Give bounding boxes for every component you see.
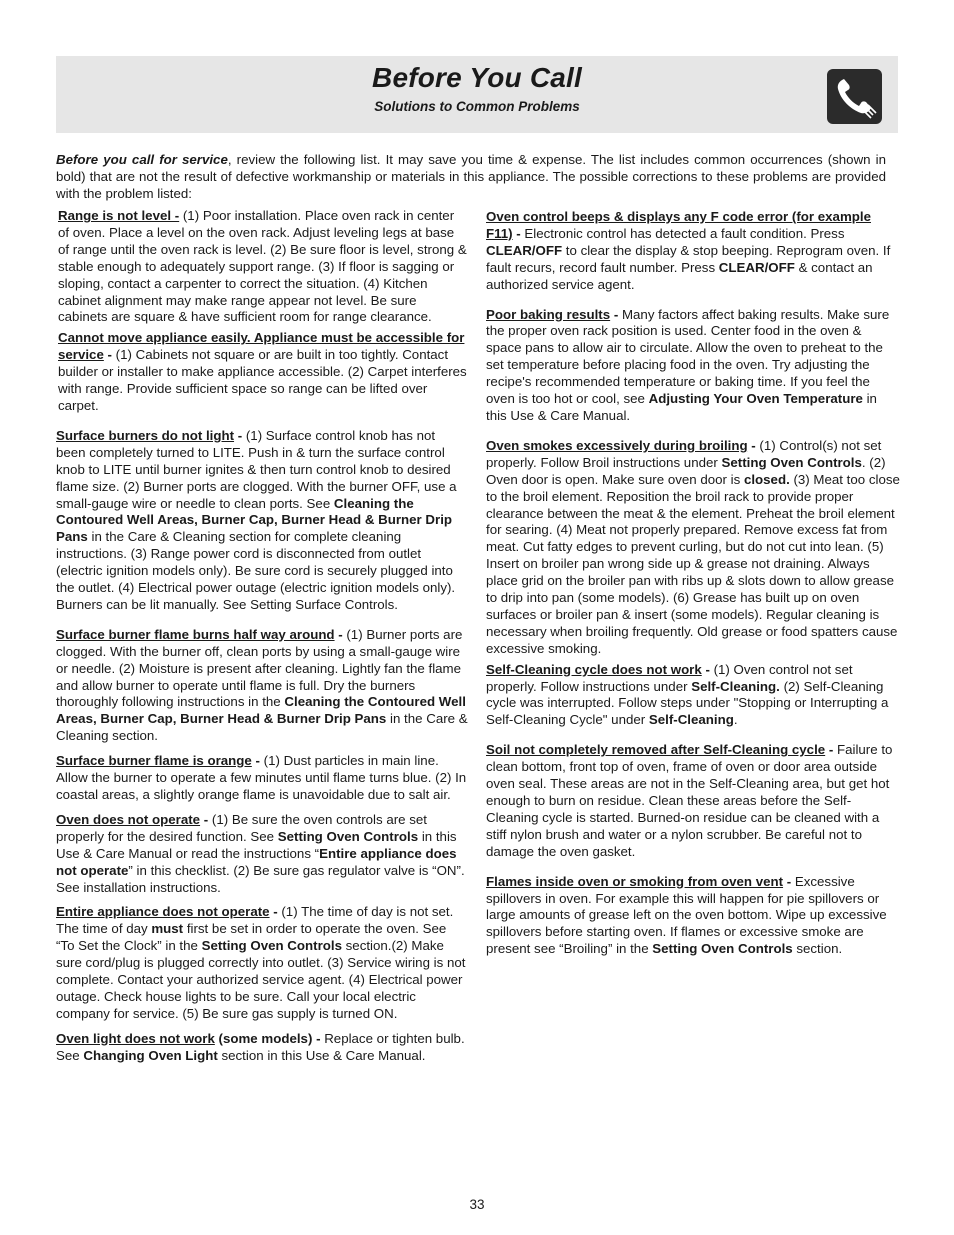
problem-dash: (some models) - <box>214 1030 321 1046</box>
problem-text: (1) Surface control knob has not been completely turned to LITE. Push in & turn the surface control knob to LITE until burner ignites & then turn control knob to desired flame size. (2) Burner ports are clogged. With the burner OFF, use a small-gauge wire or needle to clean ports. See <box>56 427 457 511</box>
problem-ref: Setting Oven Controls <box>201 938 342 954</box>
problem-ref: closed. <box>743 471 790 487</box>
problem-ref: Entire appliance does not operate <box>56 845 457 878</box>
phone-icon <box>827 69 882 124</box>
problem-ref: Self-Cleaning <box>648 712 734 728</box>
problem-text: section.(2) Make sure cord/plug is plugged correctly into outlet. (3) Service wiring is not complete. Contact your authorized service agent. (4) Electrical power outage. Check house lights to be sure. Call your local electric company for service. (5) Be sure gas supply is turned ON. <box>56 938 466 1021</box>
problem-text: (1) Poor installation. Place oven rack in center of oven. Place a level on the oven rack. Adjust leveling legs at base of range until the oven rack is level. (2) Be sure floor is level, strong & stable enough to adequately support range. (3) If floor is sagging or sloping, contact a carpenter to correct the situation. (4) Kitchen cabinet alignment may make range appear not level. Be sure cabinets are square & have sufficient room for range clearance. <box>58 208 467 325</box>
problem-ref: Cleaning the Contoured Well Areas, Burner Cap, Burner Head & Burner Drip Pans <box>56 694 466 727</box>
problem-text: (3) Meat too close to the broil element. Reposition the broil rack to provide proper clearance between the meat & the element. Preheat the broil element for searing. (4) Meat not properly prepared. Remove excess fat from meat. Cut fatty edges to prevent curling, but do not cut into lean. (5) Insert on broiler pan wrong side up & grease not draining. Always place grid on the broiler pan with ribs up & slots down to allow grease to drip into pan (some models). (6) Grease has built up on oven surfaces or broiler pan & insert (some models). Regular cleaning is necessary when broiling frequently. Old grease or food spatters cause excessive smoking. <box>486 471 900 656</box>
problem-text: (1) Burner ports are clogged. With the burner off, clean ports by using a small-gauge wire or needle. (2) Moisture is present after cleaning. Lightly fan the flame and allow burner to operate until flame is full. Dry the burners thoroughly following instructions in the <box>56 626 463 710</box>
problem-dash: - <box>783 873 792 889</box>
problem-ref: Setting Oven Controls <box>721 454 862 470</box>
problem-title: Oven light does not work <box>56 1030 215 1046</box>
problem-text: (1) Control(s) not set properly. Follow Broil instructions under <box>486 437 882 470</box>
problem-text: section in this Use & Care Manual. <box>217 1047 426 1063</box>
problem-title: Soil not completely removed after Self-Cleaning cycle <box>486 742 826 758</box>
problem-dash: - <box>701 661 710 677</box>
problem-cannot-move-appliance <box>56 330 468 415</box>
problem-text: Excessive spillovers in oven. For example this will happen for pie spillovers or large amounts of grease left on the oven bottom. Wipe up excessive spillovers before starting oven. If flames or excessive smoke are present see “Broiling” in the <box>486 873 887 957</box>
problem-text: Replace or tighten bulb. See <box>56 1030 465 1063</box>
problem-text: (1) The time of day is not set. The time of day <box>56 904 454 937</box>
problem-soil-not-removed <box>486 742 900 860</box>
problem-text: (1) Oven control not set properly. Follow instructions under <box>486 661 853 694</box>
problem-title: Range is not level - <box>58 208 180 223</box>
problem-flame-half-way <box>56 627 468 745</box>
problem-title: Poor baking results <box>486 306 611 322</box>
problem-ref: Self-Cleaning. <box>691 678 780 694</box>
problem-text: Many factors affect baking results. Make sure the proper oven rack position is used. Center food in the oven & space pans to allow air to circulate. Allow the oven to preheat to the set temperature before placing food in the oven. Try adjusting the recipe's recommended temperature or baking time. If you feel the oven is too hot or cool, see <box>486 306 890 407</box>
problem-dash: - <box>747 437 756 453</box>
problem-poor-baking <box>486 307 900 425</box>
problem-title: Entire appliance does not operate <box>56 904 270 920</box>
problem-text: first be set in order to operate the oven. See “To Set the Clock” in the <box>56 921 447 954</box>
problem-text: in this Use & Care Manual or read the instructions “ <box>56 828 457 861</box>
page-title: Before You Call <box>372 62 582 93</box>
problem-dash: - <box>200 811 209 827</box>
problem-text: (2) Self-Cleaning cycle was interrupted. Follow steps under "Stopping or Interrupting a Self-Cleaning Cycle" under <box>486 678 889 728</box>
problem-ref: Cleaning the Contoured Well Areas, Burner Cap, Burner Head & Burner Drip Pans <box>56 495 453 545</box>
problem-dash: - <box>610 306 619 322</box>
problem-title: Flames inside oven or smoking from oven vent <box>486 873 784 889</box>
problem-oven-smokes <box>486 438 900 658</box>
problem-text: ” in this checklist. (2) Be sure gas regulator valve is “ON”. See installation instructions. <box>56 862 465 895</box>
problem-ref: Adjusting Your Oven Temperature <box>648 391 863 407</box>
problem-ref: Changing Oven Light <box>83 1047 218 1063</box>
problem-self-cleaning <box>486 662 900 730</box>
problem-ref: must <box>151 921 184 937</box>
problem-dash: - <box>825 742 834 758</box>
problem-title: Oven smokes excessively during broiling <box>486 437 748 453</box>
problem-text: (1) Be sure the oven controls are set properly for the desired function. See <box>56 811 427 844</box>
problem-range-not-level <box>56 208 468 326</box>
problem-ref: CLEAR/OFF <box>718 259 795 275</box>
problem-oven-light <box>56 1031 468 1065</box>
problem-title: Surface burners do not light <box>56 427 235 443</box>
problem-text: in the Care & Cleaning section for complete cleaning instructions. (3) Range power cord is disconnected from outlet (electric ignition models only). Be sure cord is securely plugged into the outlet. (4) Electrical power outage (electric ignition models only). Burners can be lit manually. See Setting Surface Controls. <box>56 529 456 612</box>
problem-text: . <box>733 712 738 728</box>
problem-text: . (2) Oven door is open. Make sure oven door is <box>486 454 886 487</box>
problem-text: & contact an authorized service agent. <box>486 259 873 292</box>
problem-dash: - <box>512 225 521 241</box>
problem-flames-inside-oven <box>486 874 900 959</box>
header-banner <box>56 56 898 133</box>
problem-ref: Setting Oven Controls <box>277 828 419 844</box>
problem-title: Self-Cleaning cycle does not work <box>486 661 702 677</box>
problem-text: (1) Cabinets not square or are built in too tightly. Contact builder or installer to make appliance accessible. (2) Carpet interferes with range. Provide sufficient space so range can be lifted over carpet. <box>58 347 467 413</box>
right-column <box>486 209 900 958</box>
problem-text: Failure to clean bottom, front top of oven, frame of oven or door area outside oven seal. These areas are not in the Self-Cleaning area, but get hot enough to burn on residue. Clean these areas before the Self-Cleaning cycle is started. Burned-on residue can be cleaned with a stiff nylon brush and water or a nylon scrubber. Be careful not to damage the oven gasket. <box>486 742 893 859</box>
left-column <box>56 208 468 1065</box>
problem-dash: - <box>234 427 243 443</box>
problem-dash: - <box>251 753 260 769</box>
problem-title: Oven does not operate <box>56 811 201 827</box>
problem-entire-appliance <box>56 904 468 1022</box>
problem-control-beeps <box>486 209 900 294</box>
problem-dash: - <box>269 904 278 920</box>
problem-surface-burners-do-not-light <box>56 428 468 614</box>
problem-title: Oven control beeps & displays any F code error (for example F11) <box>486 209 871 241</box>
problem-text: to clear the display & stop beeping. Reprogram oven. If fault recurs, record fault number. Press <box>486 242 891 275</box>
problem-ref: Setting Oven Controls <box>652 941 793 957</box>
problem-text: in the Care & Cleaning section. <box>56 711 468 744</box>
problem-text: section. <box>792 941 843 957</box>
problem-ref: CLEAR/OFF <box>486 242 563 258</box>
problem-title: Surface burner flame burns half way around <box>56 626 335 642</box>
problem-title: Cannot move appliance easily. Appliance must be accessible for service <box>58 330 465 363</box>
problem-title: Surface burner flame is orange <box>56 753 252 769</box>
problem-dash: - <box>334 626 343 642</box>
page-subtitle: Solutions to Common Problems <box>374 99 580 114</box>
problem-flame-orange <box>56 753 468 804</box>
problem-text: Electronic control has detected a fault condition. Press <box>520 225 845 241</box>
intro-paragraph <box>56 151 886 202</box>
problem-oven-does-not-operate <box>56 812 468 897</box>
problem-text: (1) Dust particles in main line. Allow the burner to operate a few minutes until flame turns blue. (2) In coastal areas, a slightly orange flame is unavoidable due to salt air. <box>56 753 467 802</box>
intro-lead: Before you call for service <box>56 152 228 167</box>
problem-dash: - <box>103 347 112 363</box>
intro-text: , review the following list. It may save you time & expense. The list includes common occurrences (shown in bold) that are not the result of defective workmanship or materials in this appliance. The possible corrections to these problems are provided with the problem listed: <box>56 152 886 201</box>
problem-text: in this Use & Care Manual. <box>486 391 877 423</box>
page-number: 33 <box>469 1197 485 1212</box>
